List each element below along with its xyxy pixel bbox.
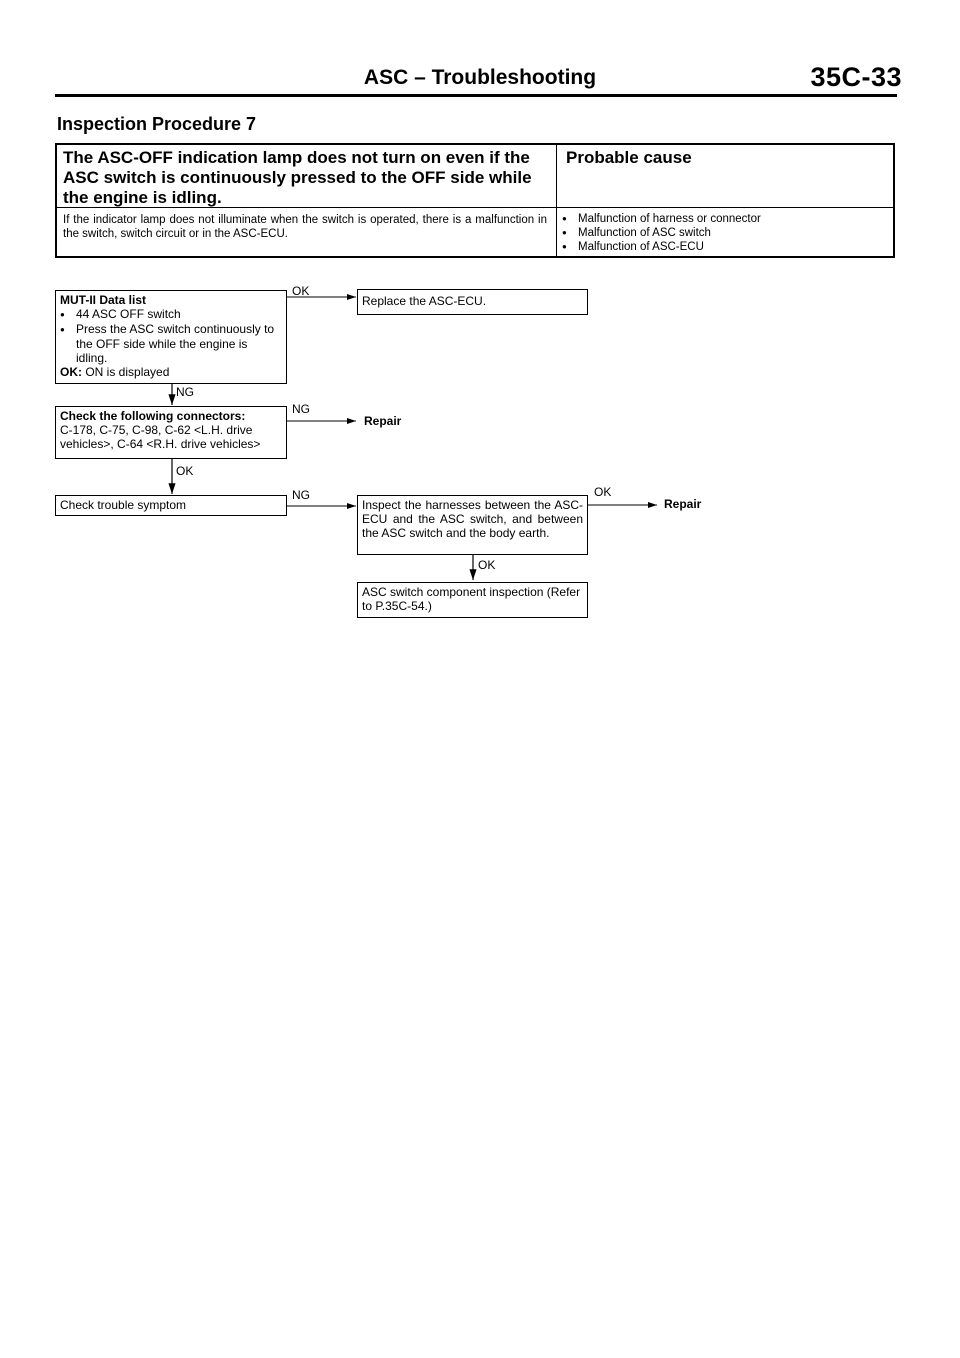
probable-cause-item: ● Malfunction of ASC switch [562,226,761,240]
step-inspect-harnesses: Inspect the harnesses between the ASC-ECU and the ASC switch, and between the ASC switch and the body earth. [357,495,588,555]
label-step4-ok-right: OK [594,485,612,499]
connector-list: C-178, C-75, C-98, C-62 <L.H. drive vehicles>, C-64 <R.H. drive vehicles> [60,423,261,451]
step-list [60,307,282,365]
probable-cause-item: ● Malfunction of harness or connector [562,212,761,226]
step-asc-switch-inspection: ASC switch component inspection (Refer to P.35C-54.) [357,582,588,618]
procedure-title: Inspection Procedure 7 [57,114,257,134]
action-repair-harnesses: Repair [664,497,702,511]
label-step2-ng: NG [292,402,310,416]
page-header-title: ASC – Troubleshooting [363,66,597,89]
label-step1-ok: OK [292,284,310,298]
action-repair-connectors: Repair [364,414,402,428]
label-step3-ng: NG [292,488,310,502]
ok-condition [60,365,282,379]
ok-prefix: OK: [60,365,82,379]
step-list-item: ● 44 ASC OFF switch [60,307,282,322]
step-mut-data-list [55,290,287,384]
probable-cause-item: ● Malfunction of ASC-ECU [562,240,761,254]
step-check-connectors [55,406,287,459]
action-replace-ecu: Replace the ASC-ECU. [357,289,588,315]
step-heading: MUT-II Data list [60,293,147,307]
label-step2-ok: OK [176,464,194,478]
symptom-description: If the indicator lamp does not illuminate when the switch is operated, there is a malfunction in the switch, switch circuit or in the ASC-ECU. [63,214,547,240]
symptom-title: The ASC-OFF indication lamp does not turn on even if the ASC switch is continuously pressed to the OFF side while the engine is idling. [63,148,532,207]
probable-cause-title: Probable cause [566,148,692,167]
page-number: 35C-33 [810,62,902,92]
ok-condition-text: ON is displayed [85,365,170,379]
label-step1-ng: NG [176,385,194,399]
step-check-trouble-symptom: Check trouble symptom [55,495,287,516]
label-step4-ok-down: OK [478,558,496,572]
step-heading: Check the following connectors: [60,409,246,423]
step-list-item: ● Press the ASC switch continuously to the OFF side while the engine is idling. [60,322,282,365]
